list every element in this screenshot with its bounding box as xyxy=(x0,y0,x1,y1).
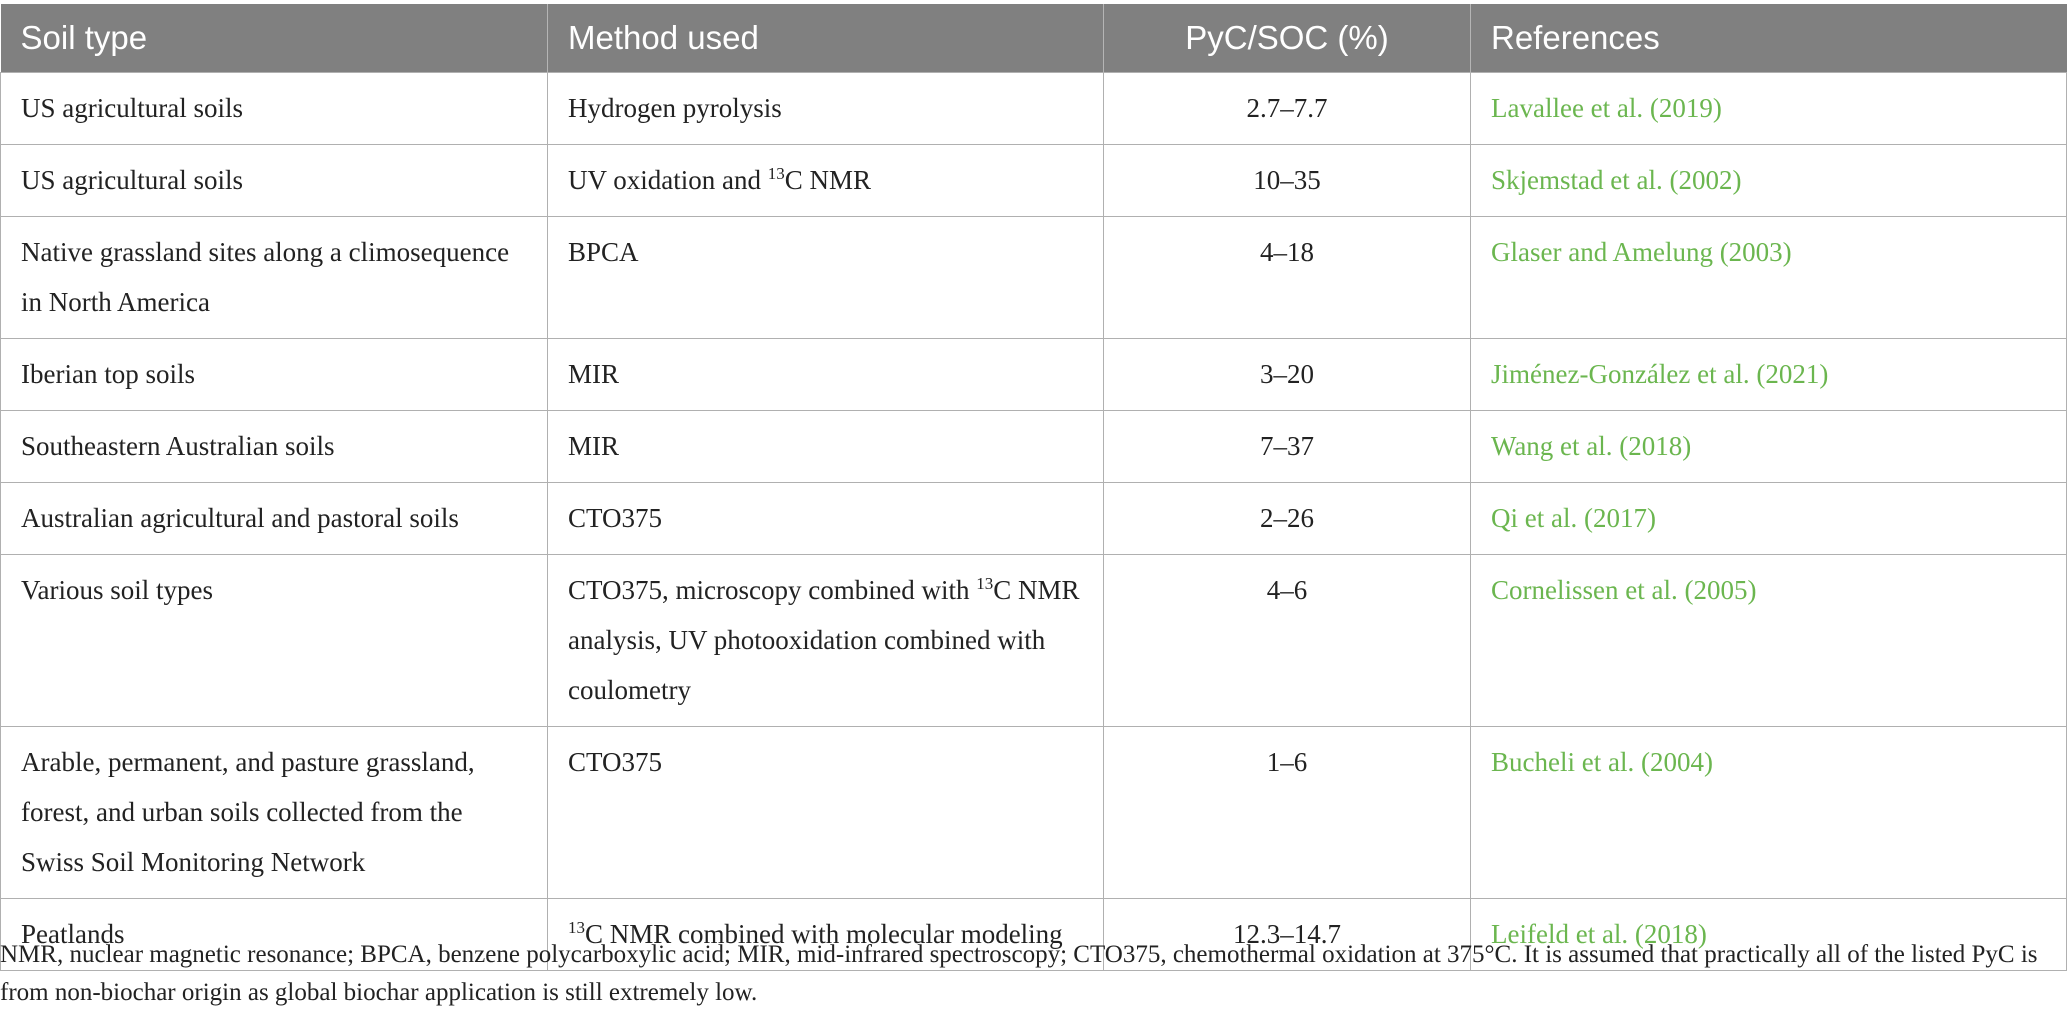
table-row xyxy=(1,73,2067,145)
method-cell xyxy=(548,339,1104,411)
soil-type-cell: US agricultural soils xyxy=(1,73,548,145)
pyc-soc-value: 1–6 xyxy=(1104,727,1471,899)
method-text: BPCA xyxy=(568,237,639,267)
method-cell xyxy=(548,555,1104,727)
reference-link[interactable]: Lavallee et al. (2019) xyxy=(1471,73,2067,145)
soil-type-cell: Australian agricultural and pastoral soils xyxy=(1,483,548,555)
method-text: CTO375, microscopy combined with xyxy=(568,575,977,605)
table-row xyxy=(1,217,2067,339)
soil-type-cell: Native grassland sites along a climosequence in North America xyxy=(1,217,548,339)
pyc-soc-value: 10–35 xyxy=(1104,145,1471,217)
pyc-soc-value: 4–6 xyxy=(1104,555,1471,727)
header-soil-type: Soil type xyxy=(1,4,548,73)
table-row xyxy=(1,145,2067,217)
method-text: MIR xyxy=(568,431,620,461)
soil-type-cell: Various soil types xyxy=(1,555,548,727)
isotope-superscript: 13 xyxy=(767,164,785,183)
table-row xyxy=(1,555,2067,727)
method-cell xyxy=(548,217,1104,339)
header-row xyxy=(1,4,2067,73)
isotope-superscript: 13 xyxy=(568,918,585,937)
pyc-soc-value: 2.7–7.7 xyxy=(1104,73,1471,145)
soil-type-cell: Southeastern Australian soils xyxy=(1,411,548,483)
method-text: CTO375 xyxy=(568,747,663,777)
table-row xyxy=(1,339,2067,411)
reference-link[interactable]: Jiménez-González et al. (2021) xyxy=(1471,339,2067,411)
soil-type-cell: Peatlands xyxy=(1,899,548,971)
header-pyc-soc: PyC/SOC (%) xyxy=(1104,4,1471,73)
reference-link[interactable]: Skjemstad et al. (2002) xyxy=(1471,145,2067,217)
reference-link[interactable]: Leifeld et al. (2018) xyxy=(1471,899,2067,971)
soil-type-cell: Iberian top soils xyxy=(1,339,548,411)
pyc-soc-value: 2–26 xyxy=(1104,483,1471,555)
table-row xyxy=(1,411,2067,483)
method-cell xyxy=(548,145,1104,217)
pyc-soc-value: 3–20 xyxy=(1104,339,1471,411)
table-row xyxy=(1,483,2067,555)
method-cell xyxy=(548,727,1104,899)
method-cell xyxy=(548,483,1104,555)
pyc-soc-table xyxy=(0,4,2067,971)
header-references: References xyxy=(1471,4,2067,73)
pyc-soc-value: 12.3–14.7 xyxy=(1104,899,1471,971)
reference-link[interactable]: Glaser and Amelung (2003) xyxy=(1471,217,2067,339)
reference-link[interactable]: Bucheli et al. (2004) xyxy=(1471,727,2067,899)
reference-link[interactable]: Cornelissen et al. (2005) xyxy=(1471,555,2067,727)
table-header xyxy=(1,4,2067,73)
table-body xyxy=(1,73,2067,971)
method-text: C NMR analysis, UV photooxidation combined with coulometry xyxy=(568,575,1080,705)
method-text: C NMR xyxy=(784,165,872,195)
method-cell xyxy=(548,411,1104,483)
table-footnote: NMR, nuclear magnetic resonance; BPCA, benzene polycarboxylic acid; MIR, mid-infrared spectroscopy; CTO375, chemothermal oxidation at 375°C. It is assumed that practically all of the listed PyC is from non-biochar origin as global biochar application is still extremely low. xyxy=(0,941,2038,1006)
pyc-soc-value: 4–18 xyxy=(1104,217,1471,339)
reference-link[interactable]: Wang et al. (2018) xyxy=(1471,411,2067,483)
pyc-soc-value: 7–37 xyxy=(1104,411,1471,483)
isotope-superscript: 13 xyxy=(976,574,994,593)
method-text: Hydrogen pyrolysis xyxy=(568,93,782,123)
header-method-used: Method used xyxy=(548,4,1104,73)
method-text: MIR xyxy=(568,359,620,389)
method-cell xyxy=(548,73,1104,145)
method-text: UV oxidation and xyxy=(568,165,768,195)
soil-type-cell: US agricultural soils xyxy=(1,145,548,217)
reference-link[interactable]: Qi et al. (2017) xyxy=(1471,483,2067,555)
data-table-container xyxy=(0,4,2067,971)
table-row xyxy=(1,727,2067,899)
method-text: C NMR combined with molecular modeling xyxy=(585,919,1063,949)
method-text: CTO375 xyxy=(568,503,663,533)
soil-type-cell: Arable, permanent, and pasture grassland, forest, and urban soils collected from the Swiss Soil Monitoring Network xyxy=(1,727,548,899)
